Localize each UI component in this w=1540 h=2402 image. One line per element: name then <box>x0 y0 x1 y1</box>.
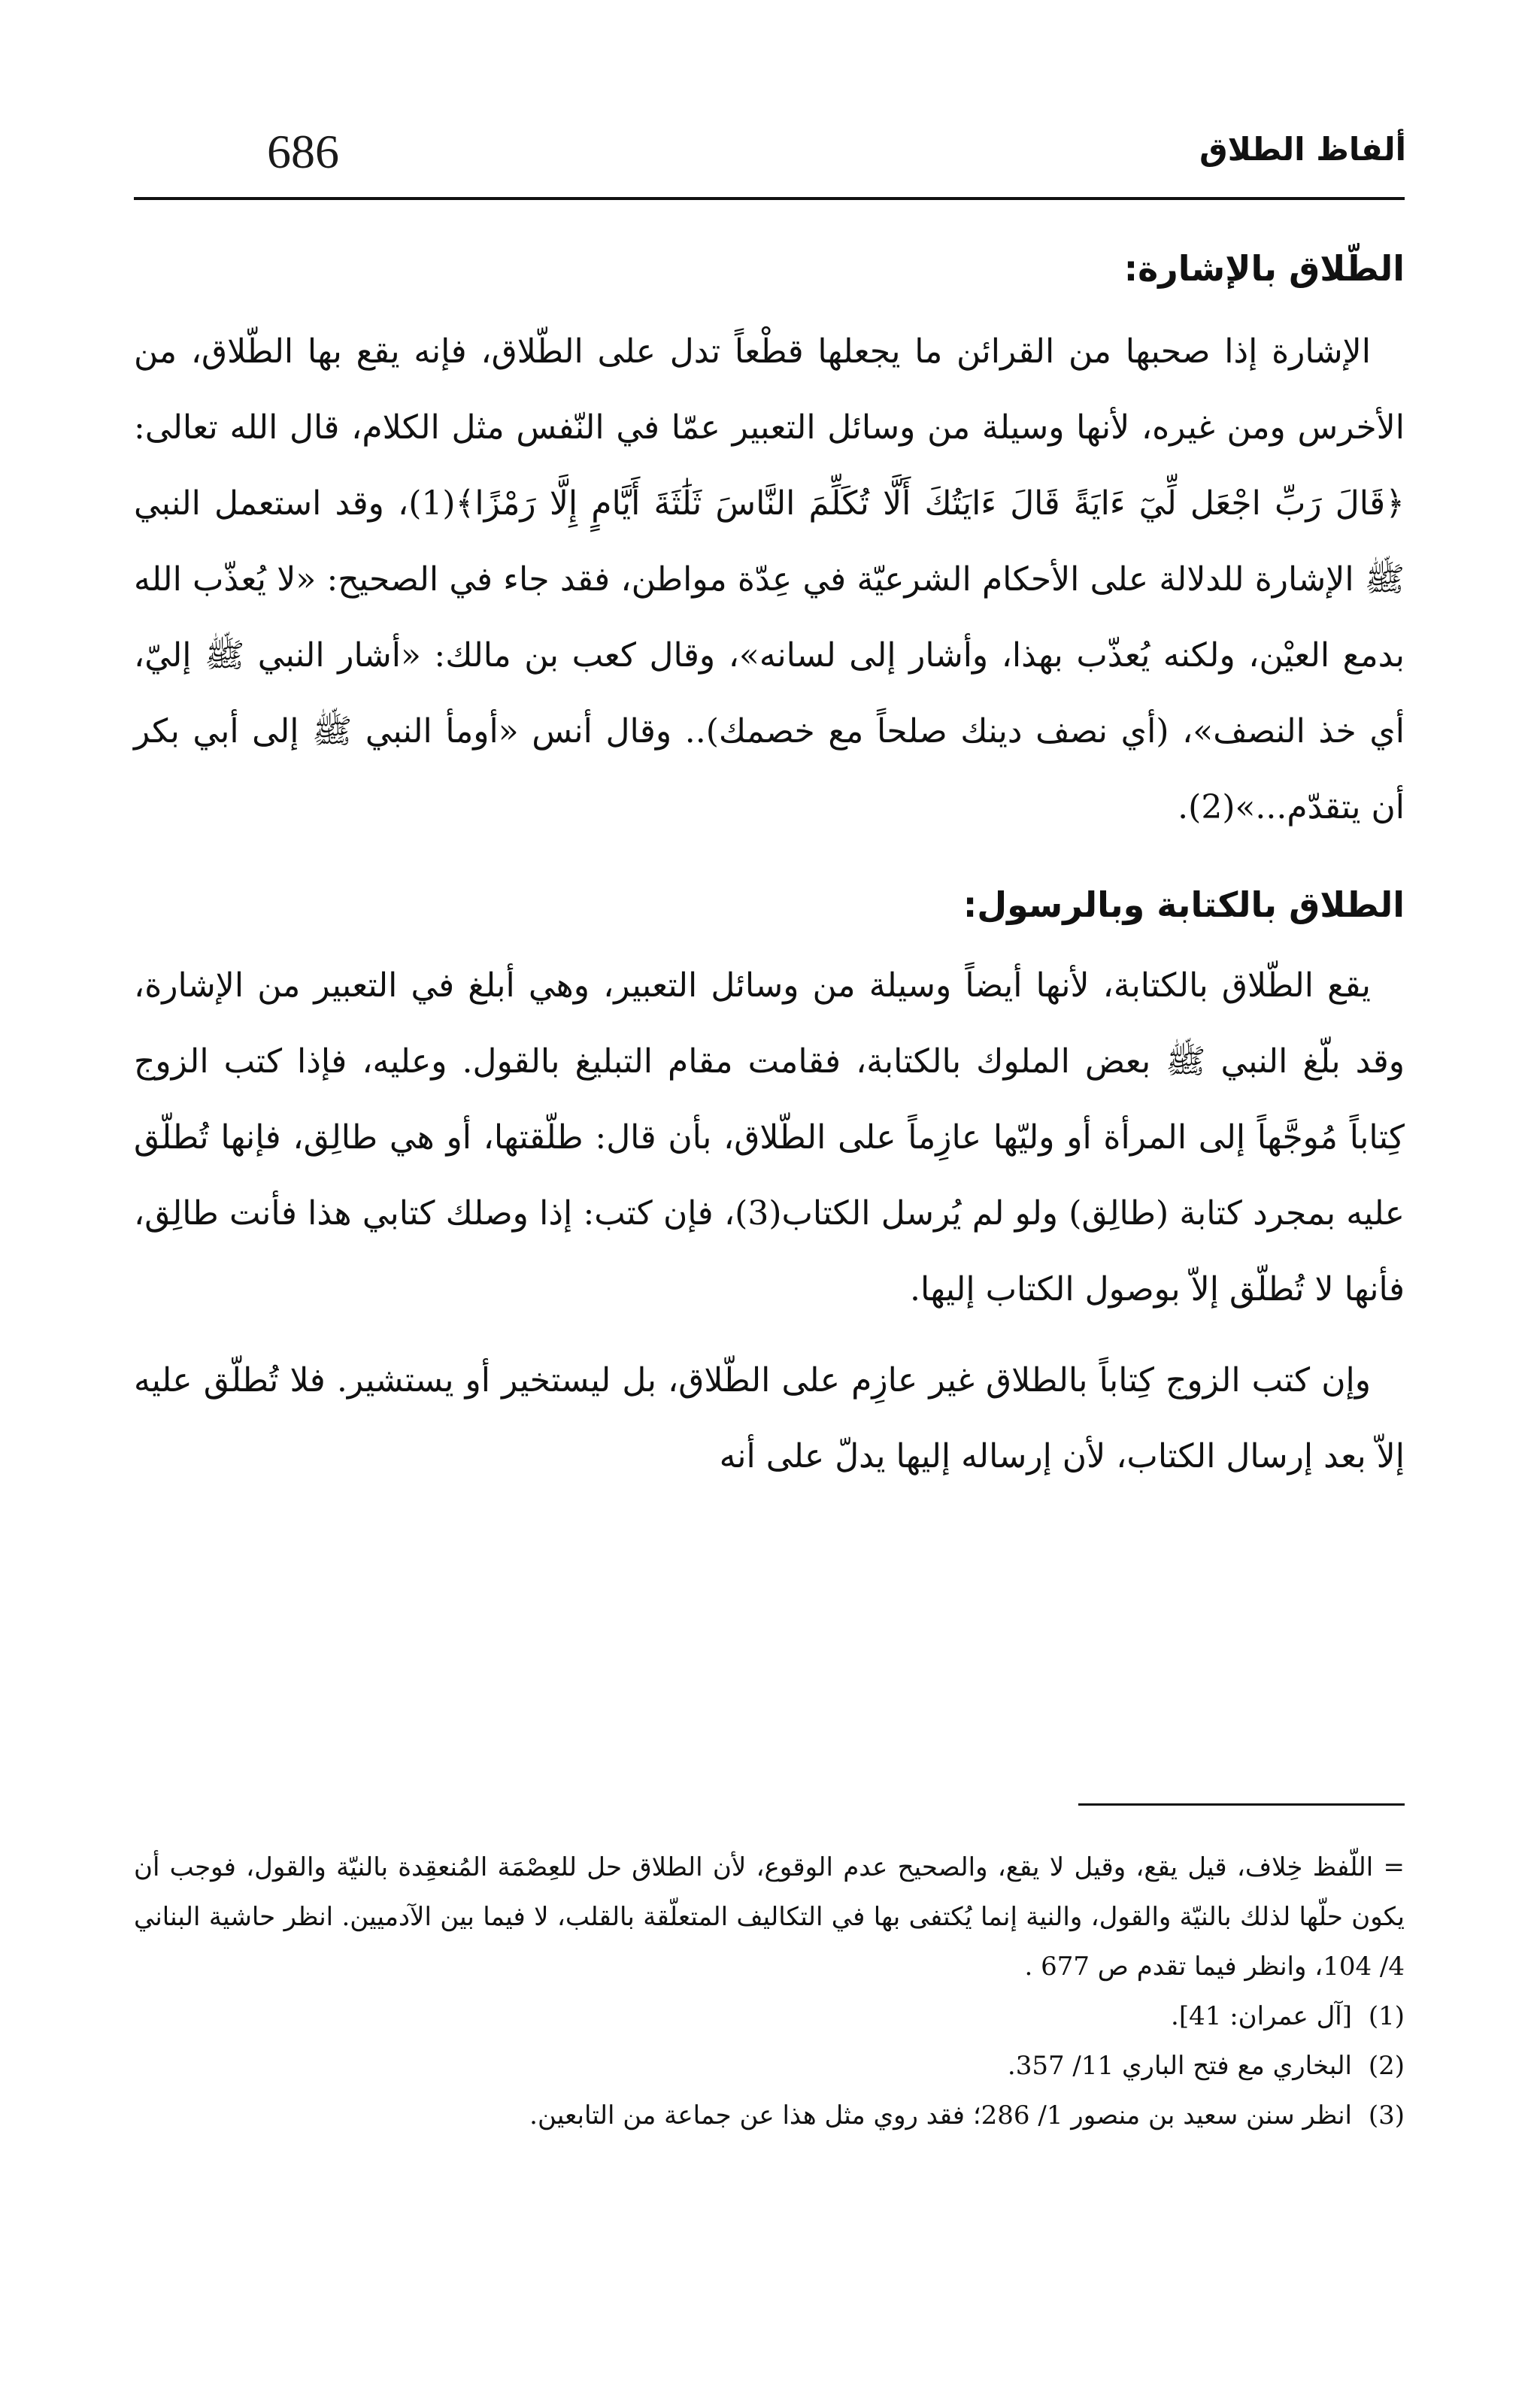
footnote-number: (1) <box>1368 2001 1405 2031</box>
section-heading-gesture: الطّلاق بالإشارة: <box>1123 248 1405 289</box>
footnotes <box>134 1842 1405 2140</box>
footnote-1 <box>134 1991 1405 2041</box>
paragraph-gesture: الإشارة إذا صحبها من القرائن ما يجعلها قطْعاً تدل على الطّلاق، فإنه يقع بها الطّلاق، من الأخرس ومن غيره، لأنها وسيلة من وسائل التعبير عمّا في النّفس مثل الكلام، قال الله تعالى: ﴿قَالَ رَبِّ اجْعَل لِّيٓ ءَايَةً قَالَ ءَايَتُكَ أَلَّا تُكَلِّمَ النَّاسَ ثَلَٰثَةَ أَيَّامٍ إِلَّا رَمْزًا﴾(1)، وقد استعمل النبي ﷺ الإشارة للدلالة على الأحكام الشرعيّة في عِدّة مواطن، فقد جاء في الصحيح: «لا يُعذّب الله بدمع العيْن، ولكنه يُعذّب بهذا، وأشار إلى لسانه»، وقال كعب بن مالك: «أشار النبي ﷺ إليّ، أي خذ النصف»، (أي نصف دينك صلحاً مع خصمك).. وقال أنس «أومأ النبي ﷺ إلى أبي بكر أن يتقدّم...»(2). <box>134 332 1405 826</box>
footnote-text: انظر سنن سعيد بن منصور 1/ 286؛ فقد روي مثل هذا عن جماعة من التابعين. <box>529 2100 1352 2131</box>
footnote-2 <box>134 2041 1405 2091</box>
running-title: ألفاظ الطلاق <box>1199 131 1406 168</box>
footnote-rule <box>1078 1803 1405 1806</box>
footnote-continuation: = اللّفظ خِلاف، قيل يقع، وقيل لا يقع، والصحيح عدم الوقوع، لأن الطلاق حل للعِصْمَة المُنعقِدة بالنيّة والقول، فوجب أن يكون حلّها لذلك بالنيّة والقول، والنية إنما يُكتفى بها في التكاليف المتعلّقة بالقلب، لا فيما بين الآدميين. انظر حاشية البناني 4/ 104، وانظر فيما تقدم ص 677 . <box>134 1852 1405 1982</box>
section-heading-writing: الطلاق بالكتابة وبالرسول: <box>962 884 1405 925</box>
footnote-number: (2) <box>1368 2051 1405 2081</box>
page-number: 686 <box>267 125 339 178</box>
header-rule <box>134 197 1405 200</box>
footnote-text: [آل عمران: 41]. <box>1171 2001 1352 2031</box>
footnote-number: (3) <box>1368 2100 1405 2131</box>
footnote-3 <box>134 2091 1405 2140</box>
paragraph-writing-1: يقع الطّلاق بالكتابة، لأنها أيضاً وسيلة من وسائل التعبير، وهي أبلغ في التعبير من الإشارة، وقد بلّغ النبي ﷺ بعض الملوك بالكتابة، فقامت مقام التبليغ بالقول. وعليه، فإذا كتب الزوج كِتاباً مُوجَّهاً إلى المرأة أو وليّها عازِماً على الطّلاق، بأن قال: طلّقتها، أو هي طالِق، فإنها تُطلّق عليه بمجرد كتابة (طالِق) ولو لم يُرسل الكتاب(3)، فإن كتب: إذا وصلك كتابي هذا فأنت طالِق، فأنها لا تُطلّق إلاّ بوصول الكتاب إليها. <box>134 966 1405 1309</box>
paragraph-writing-2: وإن كتب الزوج كِتاباً بالطلاق غير عازِم على الطّلاق، بل ليستخير أو يستشير. فلا تُطلّق عليه إلاّ بعد إرسال الكتاب، لأن إرساله إليها يدلّ على أنه <box>134 1361 1405 1475</box>
footnote-text: البخاري مع فتح الباري 11/ 357. <box>1007 2051 1352 2081</box>
main-text <box>134 229 1405 1494</box>
